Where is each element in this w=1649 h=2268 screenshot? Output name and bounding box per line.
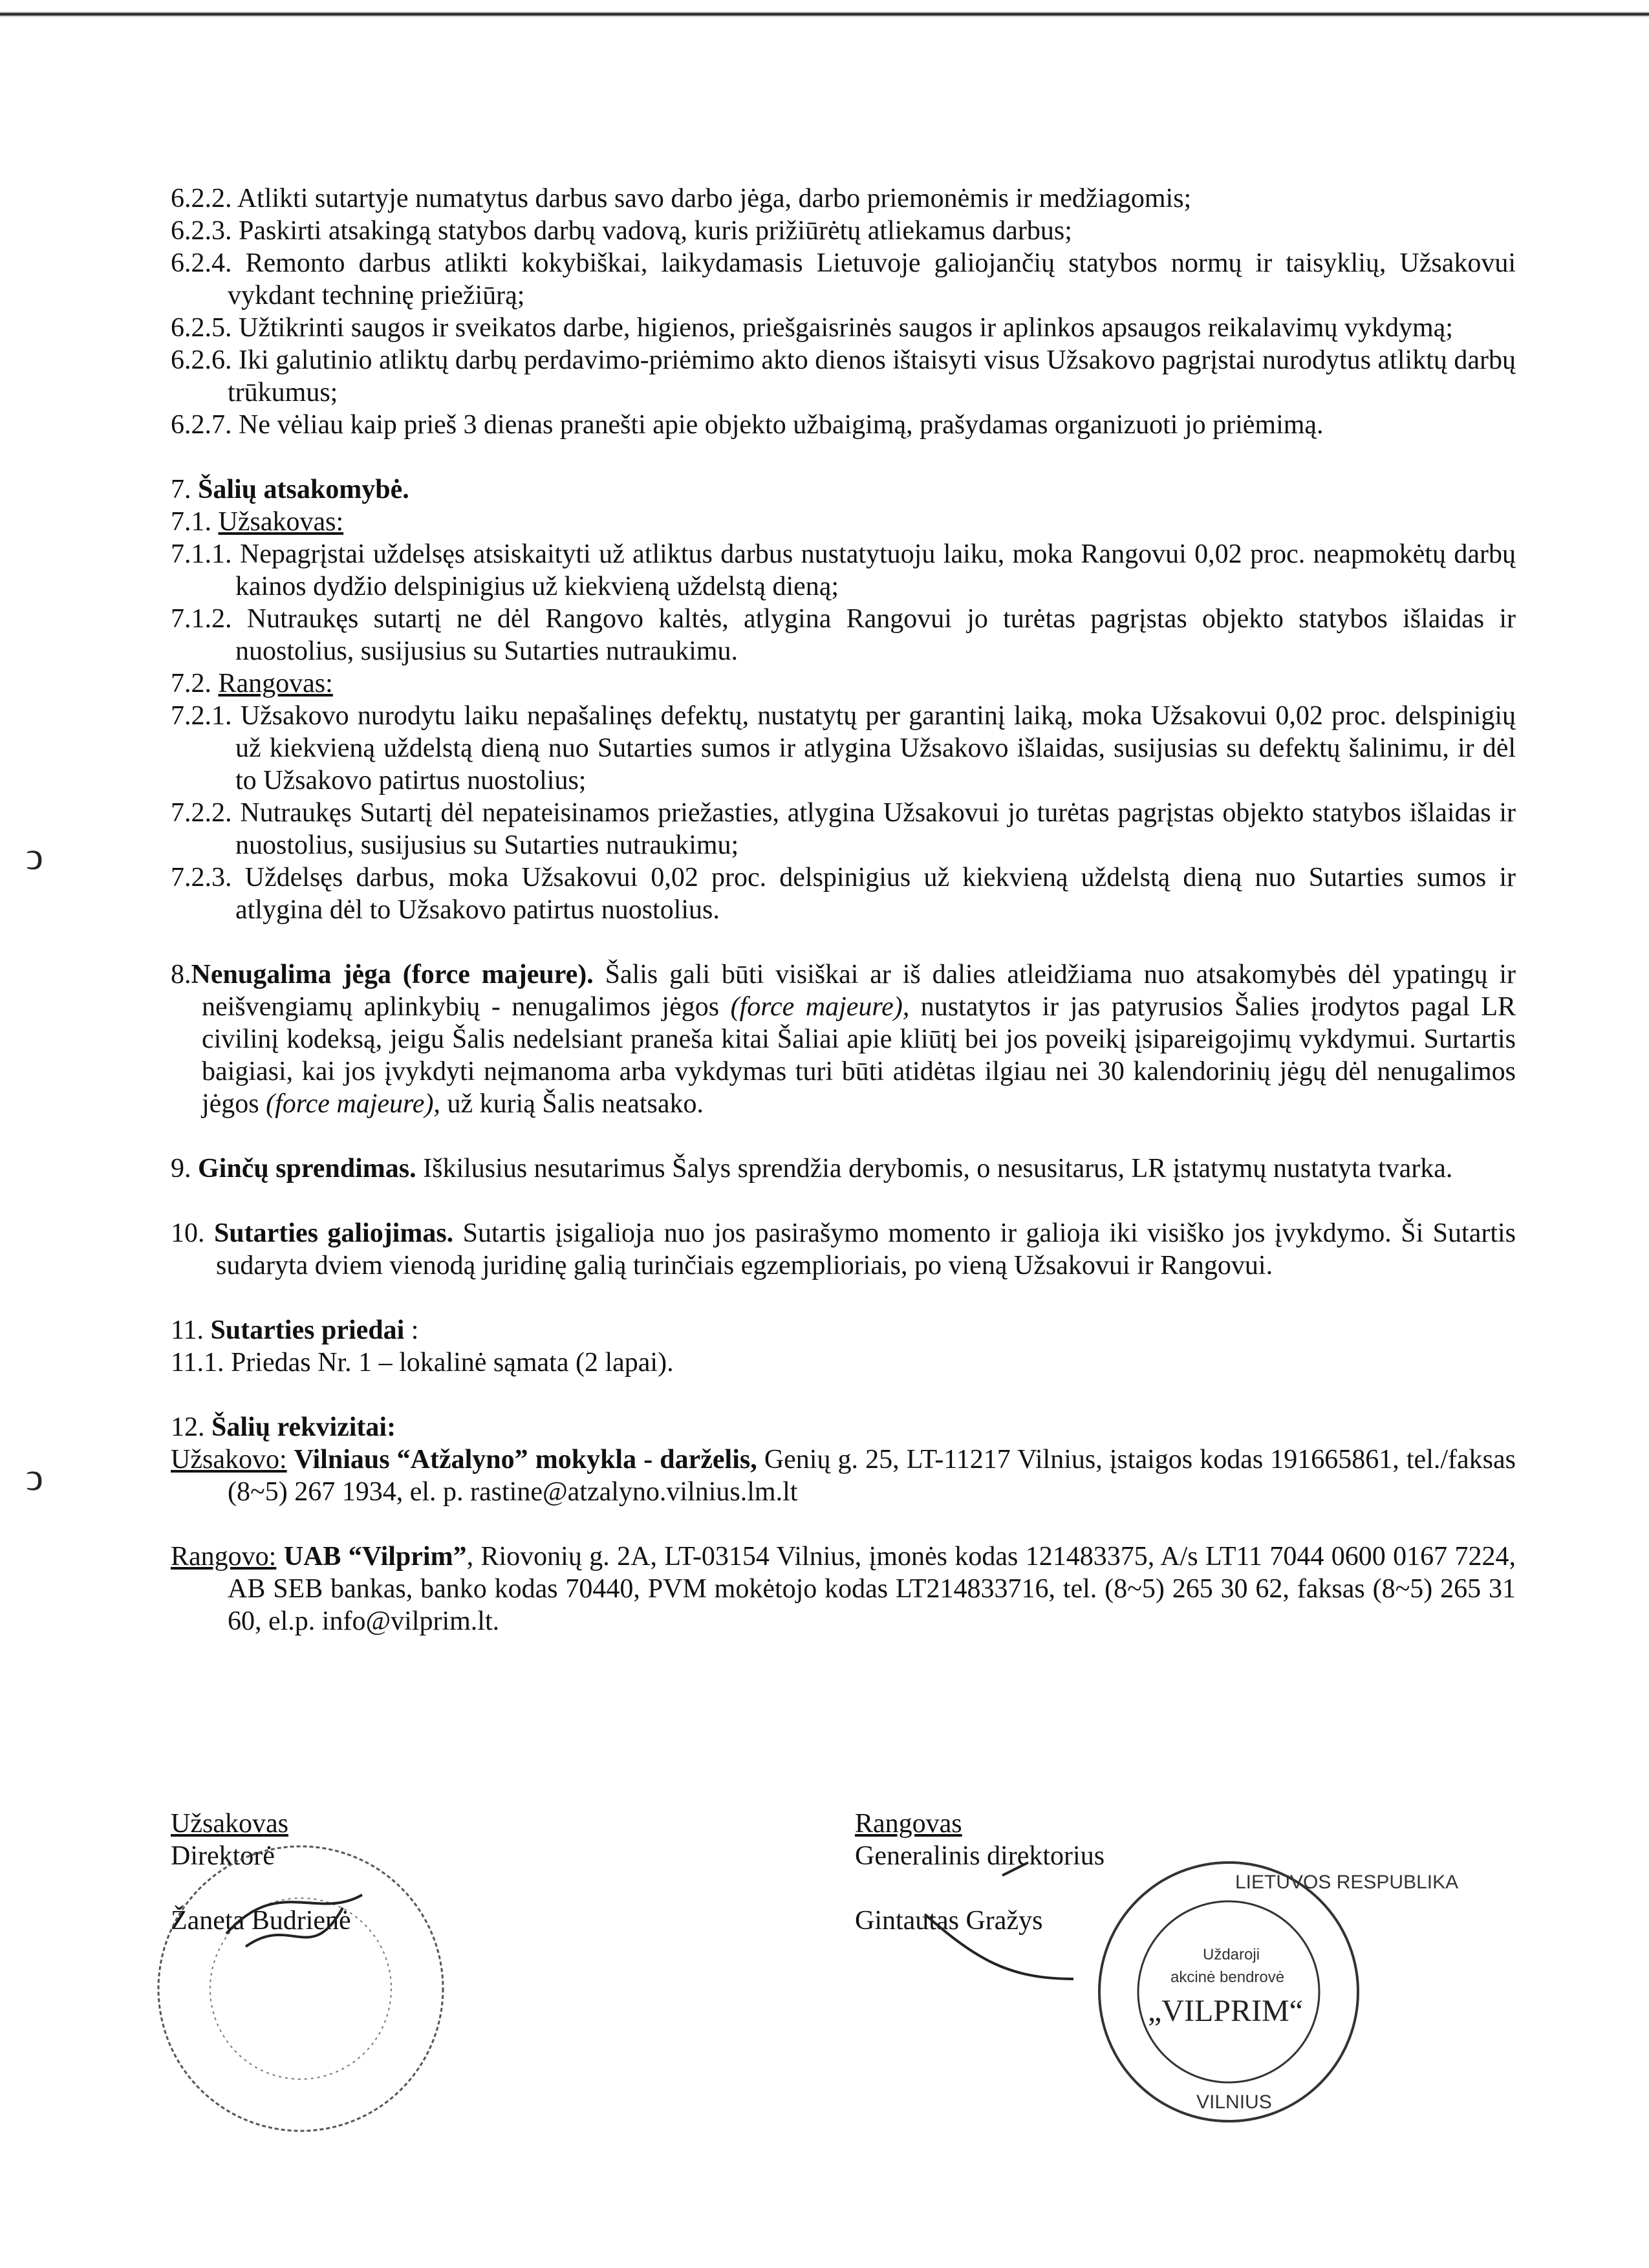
list-item: [171, 409, 1516, 441]
list-item: [171, 312, 1516, 344]
item-number: 6.2.3.: [171, 216, 232, 246]
section-7-2-list: [171, 700, 1516, 926]
list-item: [171, 344, 1516, 409]
section-10: 10. Sutarties galiojimas. Sutartis įsigalioja nuo jos pasirašymo momento ir galioja iki visiško jos įvykdymo. Ši Sutartis sudaryta dviem vienodą juridinę galią turinčiais egzemplioriais, po vieną Užsakovui ir Rangovui.: [171, 1218, 1516, 1280]
section-11-heading: 11. Sutarties priedai :: [171, 1315, 419, 1345]
svg-text:akcinė bendrovė: akcinė bendrovė: [1170, 1969, 1285, 1986]
item-number: 6.2.6.: [171, 345, 232, 375]
item-number: 7.2.2.: [171, 798, 232, 828]
section-11-item: 11.1. Priedas Nr. 1 – lokalinė sąmata (2 lapai).: [171, 1348, 674, 1377]
list-item: [171, 603, 1516, 667]
section-7-heading: 7. Šalių atsakomybė.: [171, 475, 409, 504]
item-text: Iki galutinio atliktų darbų perdavimo-priėmimo akto dienos ištaisyti visus Užsakovo pagrįstai nurodytus atliktų darbų trūkumus;: [228, 345, 1516, 407]
list-item: [171, 700, 1516, 797]
section-8: 8.Nenugalima jėga (force majeure). Šalis gali būti visiškai ar iš dalies atleidžiama nuo atsakomybės dėl ypatingų ir neišvengiamų aplinkybių - nenugalimos jėgos (force majeure), nustatytos ir jas patyrusios Šalies įrodytos pagal LR civilinį kodeksą, jeigu Šalis nedelsiant praneša kitai Šaliai apie kliūtį bei jos poveikį įsipareigojimų vykdymui. Surtartis baigiasi, kai jos įvykdyti neįmanoma arba vykdymas turi būti atidėtas ilgiau nei 30 kalendorinių jėgų dėl nenugalimos jėgos (force majeure), už kurią Šalis neatsako.: [171, 960, 1516, 1119]
contractor-details: Rangovo: UAB “Vilprim”, Riovonių g. 2A, LT-03154 Vilnius, įmonės kodas 121483375, A/s LT11 7044 0600 0167 7224, AB SEB bankas, banko kodas 70440, PVM mokėtojo kodas LT214833716, tel. (8~5) 265 30 62, faksas (8~5) 265 31 60, el.p. info@vilprim.lt.: [171, 1542, 1516, 1636]
list-item: [171, 538, 1516, 603]
item-number: 6.2.2.: [171, 184, 232, 213]
contract-page: [171, 182, 1516, 1637]
item-text: Atlikti sutartyje numatytus darbus savo darbo jėga, darbo priemonėmis ir medžiagomis;: [237, 184, 1192, 213]
section-9: 9. Ginčų sprendimas. Iškilusius nesutarimus Šalys sprendžia derybomis, o nesusitarus, LR įstatymų nustatyta tvarka.: [171, 1154, 1453, 1183]
contractor-signer-name: Gintautas Gražys: [855, 1906, 1043, 1936]
list-item: [171, 247, 1516, 312]
list-item: [171, 861, 1516, 926]
contractor-role: Rangovas: [855, 1809, 962, 1839]
subsection-7-1: 7.1. Užsakovas:: [171, 507, 344, 537]
client-role: Užsakovas: [171, 1809, 288, 1839]
client-signer-name: Žaneta Budrienė: [171, 1906, 351, 1936]
client-title: Direktorė: [171, 1841, 275, 1871]
svg-text:„VILPRIM“: „VILPRIM“: [1148, 1994, 1303, 2028]
item-text: Užtikrinti saugos ir sveikatos darbe, higienos, priešgaisrinės saugos ir aplinkos apsaugos reikalavimų vykdymą;: [239, 313, 1453, 343]
item-text: Remonto darbus atlikti kokybiškai, laikydamasis Lietuvoje galiojančių statybos normų ir taisyklių, Užsakovui vykdant techninę priežiūrą;: [228, 248, 1516, 310]
subsection-7-2: 7.2. Rangovas:: [171, 669, 333, 698]
client-details: Užsakovo: Vilniaus “Atžalyno” mokykla - darželis, Genių g. 25, LT-11217 Vilnius, įstaigos kodas 191665861, tel./faksas (8~5) 267 1934, el. p. rastine@atzalyno.vilnius.lm.lt: [171, 1445, 1516, 1507]
item-text: Nutraukęs sutartį ne dėl Rangovo kaltės, atlygina Rangovui jo turėtas pagrįstas objekto statybos išlaidas ir nuostolius, susijusius su Sutarties nutraukimu.: [235, 604, 1516, 666]
contractor-title: Generalinis direktorius: [855, 1841, 1105, 1871]
contractor-signature-block: [855, 1808, 1105, 1937]
item-text: Nutraukęs Sutartį dėl nepateisinamos priežasties, atlygina Užsakovui jo turėtas pagrįstas objekto statybos išlaidas ir nuostolius, susijusius su Sutarties nutraukimu;: [235, 798, 1516, 860]
svg-text:Uždaroji: Uždaroji: [1203, 1946, 1260, 1963]
section-7-1-list: [171, 538, 1516, 667]
contractor-stamp-icon: [1086, 1850, 1459, 2134]
item-text: Uždelsęs darbus, moka Užsakovui 0,02 proc. delspinigius už kiekvieną uždelstą dieną nuo Sutarties sumos ir atlygina dėl to Užsakovo patirtus nuostolius.: [235, 863, 1516, 925]
section-6-list: [171, 182, 1516, 441]
checkmark-icon: ↄ: [26, 835, 43, 878]
client-stamp-icon: [149, 1837, 453, 2141]
list-item: [171, 797, 1516, 861]
item-text: Paskirti atsakingą statybos darbų vadovą, kuris prižiūrėtų atliekamus darbus;: [239, 216, 1072, 246]
svg-text:VILNIUS: VILNIUS: [1196, 2091, 1272, 2113]
list-item: [171, 182, 1516, 215]
item-number: 7.2.3.: [171, 863, 232, 892]
checkmark-icon: ↄ: [26, 1456, 43, 1498]
item-number: 7.2.1.: [171, 701, 232, 731]
item-number: 7.1.2.: [171, 604, 232, 634]
item-number: 6.2.7.: [171, 410, 232, 440]
item-text: Užsakovo nurodytu laiku nepašalinęs defektų, nustatytų per garantinį laiką, moka Užsakovui 0,02 proc. delspinigių už kiekvieną uždelstą dieną nuo Sutarties sumos ir atlygina Užsakovo išlaidas, susijusias su defektų šalinimu, ir dėl to Užsakovo patirtus nuostolius;: [235, 701, 1516, 795]
item-number: 6.2.4.: [171, 248, 232, 278]
scan-top-edge: [0, 12, 1649, 17]
item-text: Ne vėliau kaip prieš 3 dienas pranešti apie objekto užbaigimą, prašydamas organizuoti jo priėmimą.: [239, 410, 1324, 440]
item-number: 7.1.1.: [171, 539, 232, 569]
item-number: 6.2.5.: [171, 313, 232, 343]
item-text: Nepagrįstai uždelsęs atsiskaityti už atliktus darbus nustatytuoju laiku, moka Rangovui 0,02 proc. neapmokėtų darbų kainos dydžio delspinigius už kiekvieną uždelstą dieną;: [235, 539, 1516, 601]
svg-text:LIETUVOS RESPUBLIKA: LIETUVOS RESPUBLIKA: [1235, 1872, 1459, 1893]
list-item: [171, 215, 1516, 247]
section-12-heading: 12. Šalių rekvizitai:: [171, 1412, 396, 1442]
